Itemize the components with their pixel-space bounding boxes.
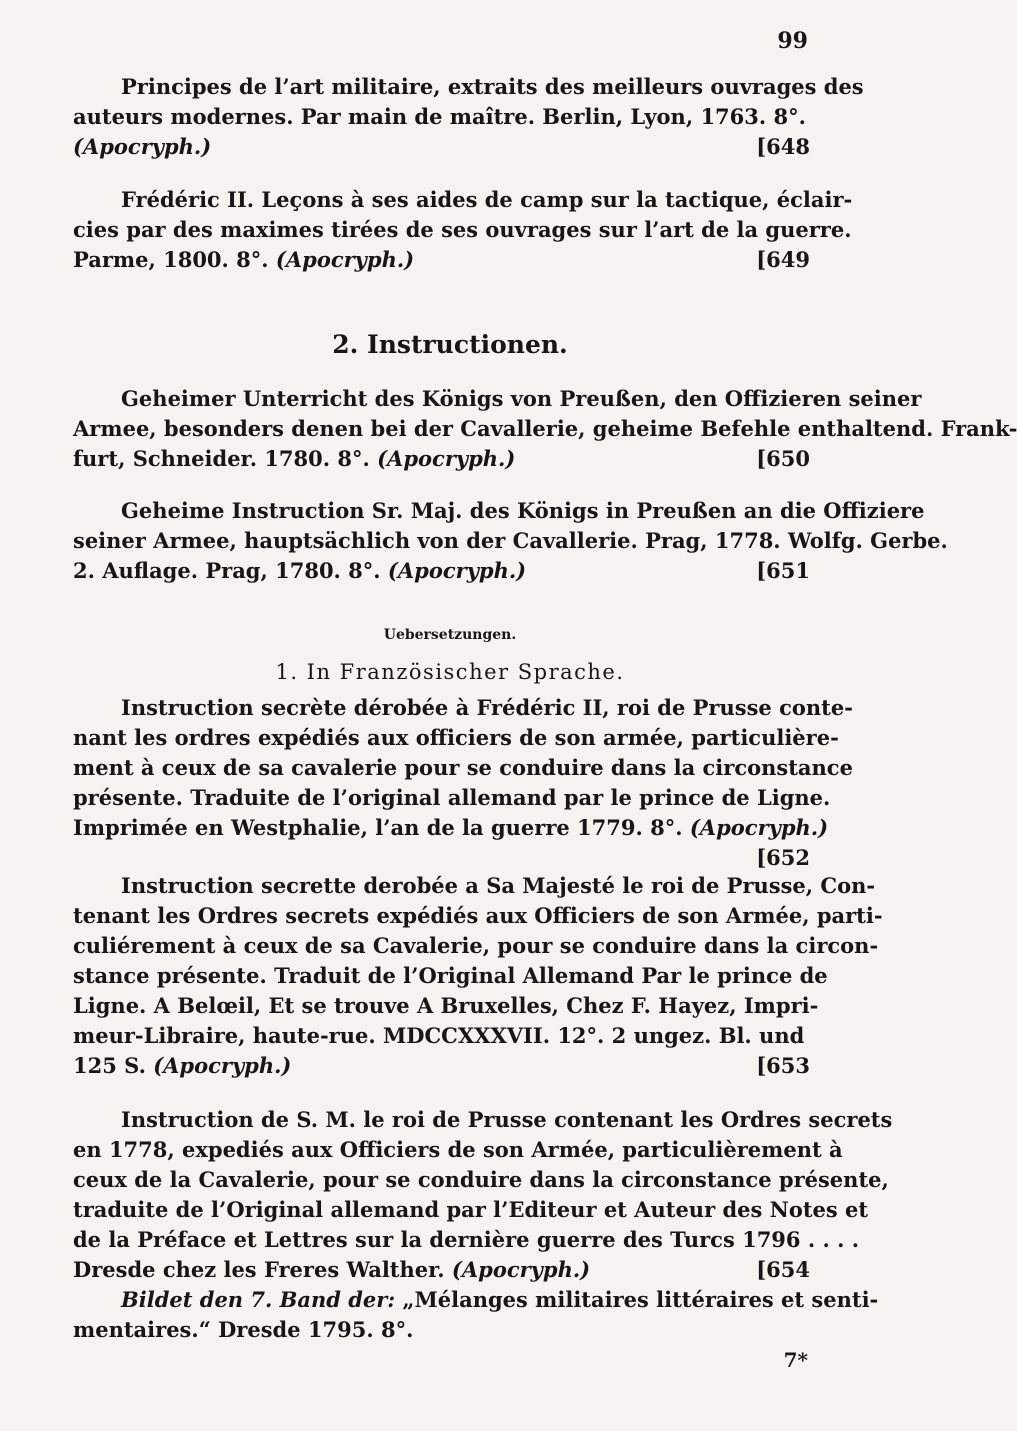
entry-line [73,813,829,843]
entry-line: tenant les Ordres secrets expédiés aux Officiers de son Armée, parti- [73,903,883,928]
entry-number: [650 [756,446,810,471]
entry-number: [653 [756,1053,810,1078]
entry-652 [73,693,853,873]
entry-line: Frédéric II. Leçons à ses aides de camp sur la tactique, éclair- [121,187,853,212]
entry-line: Instruction secrète dérobée à Frédéric II, roi de Prusse conte- [121,695,853,720]
entry-number: [654 [756,1257,810,1282]
language-heading: 1. In Französischer Sprache. [275,660,625,684]
section-heading: 2. Instructionen. [332,330,568,359]
entry-653 [73,871,883,1081]
apocryph-note: (Apocryph.) [689,815,829,840]
entry-tail: Imprimée en Westphalie, l’an de la guerre 1779. 8°. [73,815,683,840]
apocryph-note: (Apocryph.) [73,134,212,159]
entry-line: en 1778, expediés aux Officiers de son Armée, particulièrement à [73,1137,843,1162]
entry-line: culiérement à ceux de sa Cavalerie, pour se conduire dans la circon- [73,933,879,958]
entry-last-line [73,1051,810,1081]
apocryph-note: (Apocryph.) [377,446,516,471]
entry-line: Ligne. A Belœil, Et se trouve A Bruxelles, Chez F. Hayez, Impri- [73,993,819,1018]
entry-number: [648 [756,134,810,159]
entry-line: nant les ordres expédiés aux officiers de son armée, particulière- [73,725,839,750]
entry-line: présente. Traduite de l’original allemand par le prince de Ligne. [73,785,831,810]
entry-tail: Parme, 1800. 8°. [73,247,269,272]
entry-line: ment à ceux de sa cavalerie pour se conduire dans la circonstance [73,755,853,780]
apocryph-note: (Apocryph.) [451,1257,591,1282]
entry-654 [73,1105,893,1345]
entry-line: Instruction de S. M. le roi de Prusse contenant les Ordres secrets [121,1107,893,1132]
entry-line: meur-Libraire, haute-rue. MDCCXXXVII. 12°. 2 ungez. Bl. und [73,1023,805,1048]
entry-648 [73,72,864,162]
entry-line: seiner Armee, hauptsächlich von der Cavallerie. Prag, 1778. Wolfg. Gerbe. [73,528,948,553]
entry-number: [652 [756,845,810,870]
entry-last-line [73,556,810,586]
entry-tail: furt, Schneider. 1780. 8°. [73,446,370,471]
entry-line: auteurs modernes. Par main de maître. Berlin, Lyon, 1763. 8°. [73,104,806,129]
entry-649 [73,185,853,275]
entry-line: Geheimer Unterricht des Königs von Preußen, den Offizieren seiner [121,386,922,411]
entry-line: cies par des maximes tirées de ses ouvrages sur l’art de la guerre. [73,217,852,242]
entry-tail: 2. Auflage. Prag, 1780. 8°. [73,558,381,583]
signature-mark: 7* [783,1348,808,1372]
entry-last-line [73,245,810,275]
entry-tail: 125 S. [73,1053,146,1078]
entry-number: [649 [756,247,810,272]
entry-650 [73,384,1017,474]
subsection-heading: Uebersetzungen. [383,627,517,643]
note-italic: Bildet den 7. Band der: [121,1287,396,1312]
page-number: 99 [777,28,808,54]
entry-651 [73,496,948,586]
entry-line: Instruction secrette derobée a Sa Majesté le roi de Prusse, Con- [121,873,876,898]
apocryph-note: (Apocryph.) [387,558,527,583]
entry-last-line [73,132,810,162]
entry-line: traduite de l’Original allemand par l’Editeur et Auteur des Notes et [73,1197,869,1222]
note-text: „Mélanges militaires littéraires et senti- [402,1287,879,1312]
entry-line: Armee, besonders denen bei der Cavallerie, geheime Befehle enthaltend. Frank- [73,416,1017,441]
entry-number: [651 [756,558,810,583]
entry-tail: Dresde chez les Freres Walther. [73,1257,445,1282]
entry-line: de la Préface et Lettres sur la dernière guerre des Turcs 1796 . . . . [73,1227,860,1252]
apocryph-note: (Apocryph.) [153,1053,292,1078]
entry-line: ceux de la Cavalerie, pour se conduire dans la circonstance présente, [73,1167,889,1192]
entry-last-line [73,1255,810,1285]
apocryph-note: (Apocryph.) [275,247,415,272]
note-line: mentaires.“ Dresde 1795. 8°. [73,1317,414,1342]
entry-last-line [73,444,810,474]
entry-line: Geheime Instruction Sr. Maj. des Königs in Preußen an die Offiziere [121,498,925,523]
note-line [73,1285,879,1315]
entry-line: Principes de l’art militaire, extraits des meilleurs ouvrages des [121,74,864,99]
entry-line: stance présente. Traduit de l’Original Allemand Par le prince de [73,963,828,988]
